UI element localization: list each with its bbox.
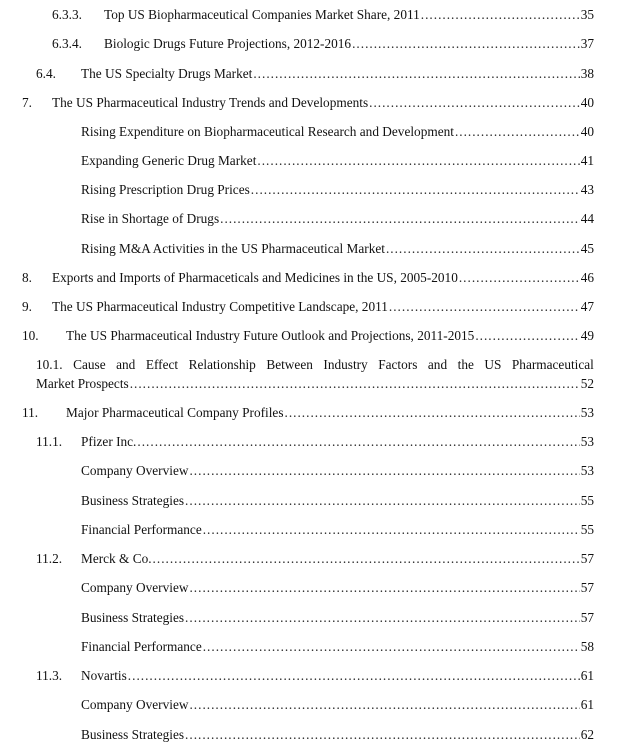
dot-leader <box>352 36 580 52</box>
toc-entry[interactable] <box>0 328 624 344</box>
toc-entry-word: Effect <box>145 357 179 372</box>
toc-entry[interactable] <box>0 727 624 743</box>
dot-leader <box>185 610 580 626</box>
toc-entry-first-line <box>0 357 624 373</box>
dot-leader <box>285 405 580 421</box>
toc-entry[interactable] <box>0 610 624 626</box>
dot-leader <box>128 668 580 684</box>
toc-entry-page-number: 40 <box>580 95 594 110</box>
toc-entry-page-number: 55 <box>580 522 594 537</box>
toc-entry-page-number: 61 <box>580 697 594 712</box>
toc-entry-page-number: 49 <box>580 328 594 343</box>
toc-entry-word: and <box>116 357 136 372</box>
dot-leader <box>203 522 580 538</box>
dot-leader <box>455 124 580 140</box>
toc-entry-title: Company Overview <box>81 463 189 478</box>
toc-entry[interactable] <box>0 522 624 538</box>
toc-entry-number: 10. <box>22 328 39 343</box>
toc-entry-number: 10.1. <box>36 357 63 372</box>
toc-entry[interactable] <box>0 668 624 684</box>
toc-entry-title: Exports and Imports of Pharmaceticals and Medicines in the US, 2005-2010 <box>52 270 458 285</box>
toc-entry-title: Business Strategies <box>81 727 185 742</box>
dot-leader <box>130 376 580 392</box>
toc-entry-word: Between <box>266 357 313 372</box>
toc-entry-page-number: 57 <box>580 551 594 566</box>
dot-leader <box>421 7 580 23</box>
toc-entry[interactable] <box>0 463 624 479</box>
toc-entry-number: 8. <box>22 270 32 285</box>
toc-entry-title: Market Prospects <box>36 376 129 391</box>
toc-entry-number: 6.3.4. <box>52 36 82 51</box>
toc-entry[interactable] <box>0 66 624 82</box>
toc-entry[interactable] <box>0 182 624 198</box>
dot-leader <box>257 153 579 169</box>
toc-entry-page-number: 57 <box>580 610 594 625</box>
toc-entry-word: Relationship <box>188 357 256 372</box>
toc-entry-page-number: 53 <box>580 434 594 449</box>
toc-entry[interactable] <box>0 551 624 567</box>
toc-entry-title: Rising Prescription Drug Prices <box>81 182 250 197</box>
toc-entry[interactable] <box>0 376 624 392</box>
toc-entry-page-number: 40 <box>580 124 594 139</box>
toc-entry[interactable] <box>0 493 624 509</box>
dot-leader <box>459 270 580 286</box>
toc-entry-title: Major Pharmaceutical Company Profiles <box>66 405 284 420</box>
toc-entry[interactable] <box>0 241 624 257</box>
toc-entry-page-number: 61 <box>580 668 594 683</box>
toc-entry-word: Cause <box>73 357 106 372</box>
toc-entry-page-number: 47 <box>580 299 594 314</box>
toc-entry-word: Industry <box>323 357 368 372</box>
toc-entry-title: Business Strategies <box>81 493 185 508</box>
toc-entry[interactable] <box>0 124 624 140</box>
dot-leader <box>253 66 579 82</box>
dot-leader <box>475 328 579 344</box>
toc-entry-word: US <box>484 357 502 372</box>
toc-entry-title: Pfizer Inc. <box>81 434 137 449</box>
toc-entry-title: Merck & Co. <box>81 551 152 566</box>
toc-entry-page-number: 57 <box>580 580 594 595</box>
toc-entry-title: Rising Expenditure on Biopharmaceutical Research and Development <box>81 124 454 139</box>
toc-entry-number: 9. <box>22 299 32 314</box>
toc-entry[interactable] <box>0 639 624 655</box>
toc-entry-number: 7. <box>22 95 32 110</box>
dot-leader <box>189 580 579 596</box>
toc-entry-page-number: 38 <box>580 66 594 81</box>
dot-leader <box>220 211 580 227</box>
toc-entry-title: Rise in Shortage of Drugs <box>81 211 220 226</box>
toc-entry-title: The US Specialty Drugs Market <box>81 66 253 81</box>
toc-entry-number: 11.2. <box>36 551 63 566</box>
toc-entry-page-number: 43 <box>580 182 594 197</box>
toc-entry[interactable] <box>0 299 624 315</box>
toc-entry-page-number: 58 <box>580 639 594 654</box>
toc-entry-title: The US Pharmaceutical Industry Competitive Landscape, 2011 <box>52 299 388 314</box>
toc-entry-page-number: 55 <box>580 493 594 508</box>
toc-entry-page-number: 37 <box>580 36 594 51</box>
toc-entry[interactable] <box>0 580 624 596</box>
toc-entry-page-number: 35 <box>580 7 594 22</box>
toc-entry-title: Novartis <box>81 668 127 683</box>
dot-leader <box>189 463 579 479</box>
toc-entry-title: Financial Performance <box>81 522 202 537</box>
toc-entry-title: Rising M&A Activities in the US Pharmaceutical Market <box>81 241 385 256</box>
dot-leader <box>185 493 580 509</box>
toc-entry-page-number: 53 <box>580 405 594 420</box>
toc-entry-title: Company Overview <box>81 697 189 712</box>
toc-entry-wrapped-text <box>36 357 594 373</box>
dot-leader <box>369 95 580 111</box>
toc-entry-word: and <box>427 357 448 372</box>
dot-leader <box>189 697 579 713</box>
toc-entry-page-number: 44 <box>580 211 594 226</box>
toc-entry-title: Top US Biopharmaceutical Companies Market Share, 2011 <box>104 7 420 22</box>
toc-entry-title: Expanding Generic Drug Market <box>81 153 257 168</box>
dot-leader <box>251 182 580 198</box>
dot-leader <box>137 434 579 450</box>
toc-entry-number: 11.1. <box>36 434 63 449</box>
toc-entry-title: Biologic Drugs Future Projections, 2012-2016 <box>104 36 352 51</box>
dot-leader <box>386 241 580 257</box>
toc-entry[interactable] <box>0 36 624 52</box>
toc-entry-page-number: 53 <box>580 463 594 478</box>
toc-entry[interactable] <box>0 697 624 713</box>
dot-leader <box>389 299 580 315</box>
toc-entry-title: Company Overview <box>81 580 189 595</box>
toc-entry[interactable] <box>0 95 624 111</box>
toc-entry-number: 11. <box>22 405 39 420</box>
toc-entry-word: Pharmaceutical <box>511 357 594 372</box>
toc-entry-title: The US Pharmaceutical Industry Future Outlook and Projections, 2011-2015 <box>66 328 475 343</box>
toc-entry-page-number: 62 <box>580 727 594 742</box>
toc-entry-page-number: 45 <box>580 241 594 256</box>
toc-entry-number: 6.3.3. <box>52 7 82 22</box>
dot-leader <box>153 551 580 567</box>
toc-entry-page-number: 41 <box>580 153 594 168</box>
toc-entry[interactable] <box>0 7 624 23</box>
toc-entry-word: the <box>457 357 474 372</box>
dot-leader <box>203 639 580 655</box>
toc-entry-page-number: 46 <box>580 270 594 285</box>
toc-entry[interactable] <box>0 405 624 421</box>
toc-entry-number: 6.4. <box>36 66 56 81</box>
toc-entry[interactable] <box>0 211 624 227</box>
dot-leader <box>185 727 580 743</box>
toc-entry-number: 11.3. <box>36 668 63 683</box>
toc-entry[interactable] <box>0 434 624 450</box>
toc-entry-title: The US Pharmaceutical Industry Trends and Developments <box>52 95 369 110</box>
toc-entry[interactable] <box>0 270 624 286</box>
toc-entry-title: Financial Performance <box>81 639 202 654</box>
toc-entry-page-number: 52 <box>580 376 594 391</box>
toc-entry-word: Factors <box>378 357 418 372</box>
toc-entry-title: Business Strategies <box>81 610 185 625</box>
toc-entry[interactable] <box>0 153 624 169</box>
